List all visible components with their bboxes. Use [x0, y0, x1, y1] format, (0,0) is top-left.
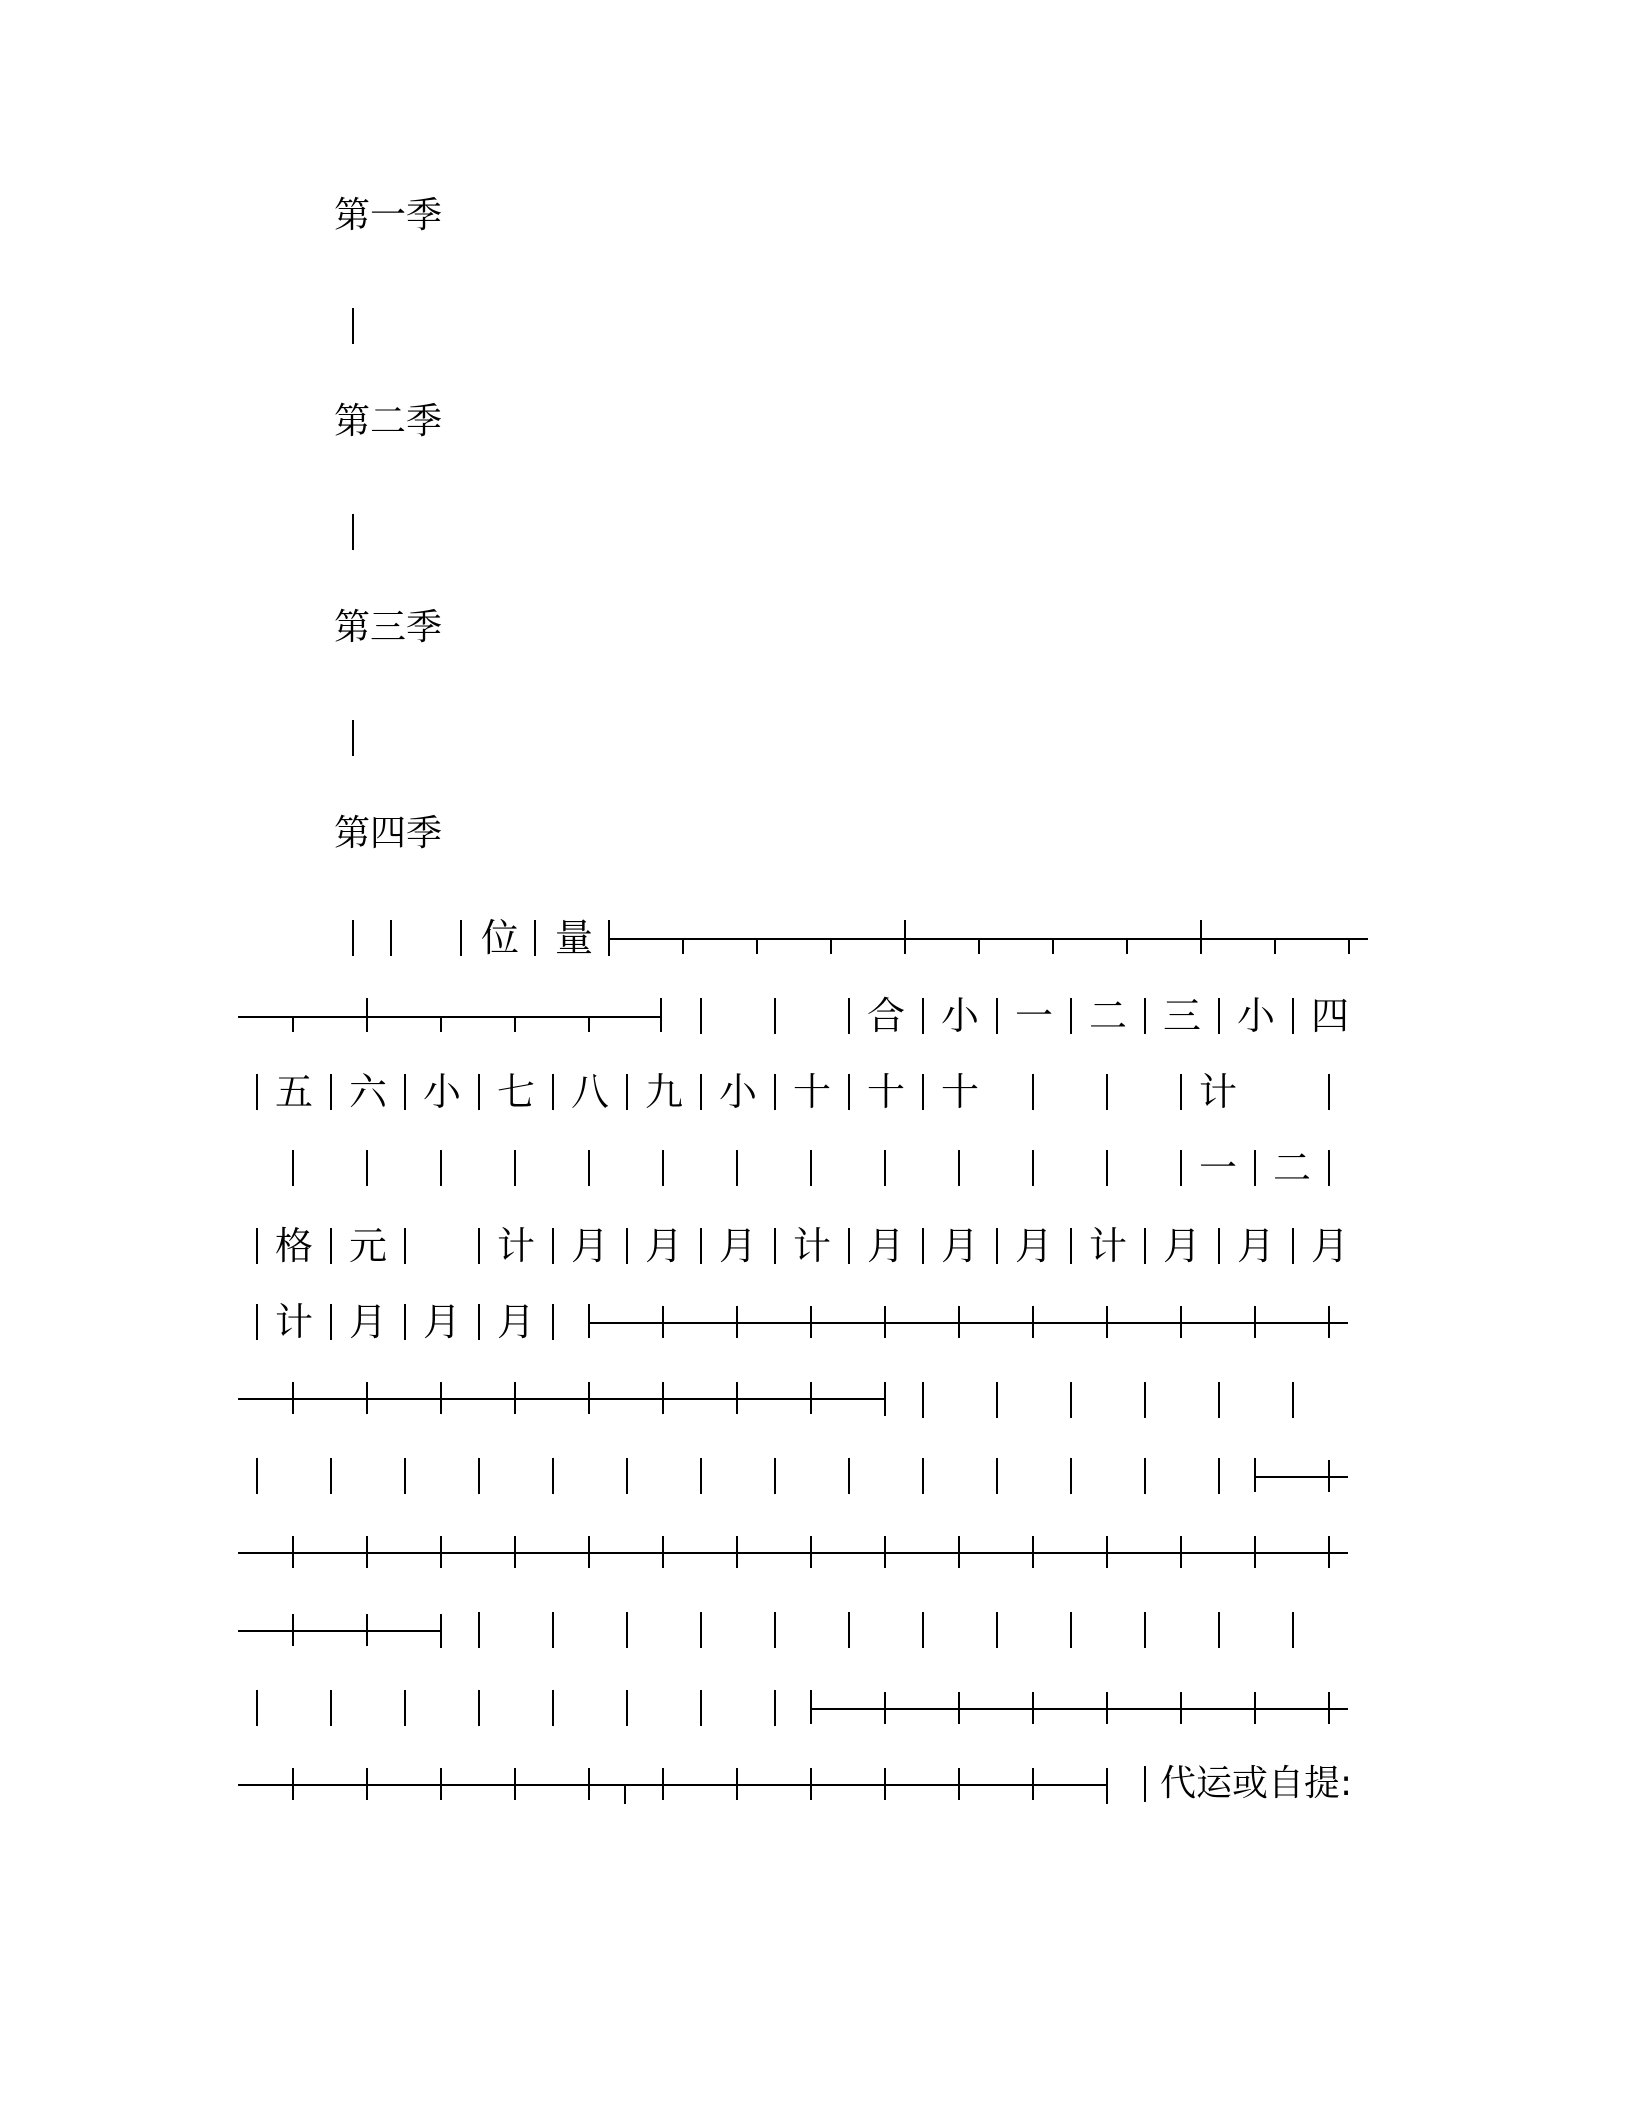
cell-border	[330, 1074, 332, 1110]
rule-tick	[1106, 1536, 1108, 1568]
cell-border	[404, 1458, 406, 1494]
cell-border	[626, 1612, 628, 1648]
cell-label: 位	[480, 916, 519, 960]
rule-line	[590, 1322, 1348, 1324]
cell-border	[1292, 1382, 1294, 1418]
cell-border	[700, 1690, 702, 1726]
cell-border	[848, 1612, 850, 1648]
rule-tick	[958, 1306, 960, 1338]
cell-label: 小	[940, 994, 979, 1038]
cell-border	[552, 1458, 554, 1494]
cell-border	[514, 1150, 516, 1186]
cell-border	[460, 920, 462, 956]
cell-border	[848, 1458, 850, 1494]
rule-tick	[366, 1536, 368, 1568]
cell-border	[1292, 1228, 1294, 1264]
rule-tick	[1052, 938, 1054, 954]
cell-border	[330, 1690, 332, 1726]
cell-label: 小	[718, 1070, 757, 1114]
rule-tick	[1126, 938, 1128, 954]
rule-tick	[292, 1768, 294, 1800]
cell-border	[736, 1150, 738, 1186]
cell-label: 七	[496, 1070, 535, 1114]
cell-border	[552, 1690, 554, 1726]
rule-tick	[1328, 1306, 1330, 1338]
cell-label: 计	[1198, 1070, 1237, 1114]
cell-border	[256, 1458, 258, 1494]
rule-tick	[810, 1382, 812, 1414]
cell-border	[626, 1458, 628, 1494]
rule-line	[1256, 1476, 1348, 1478]
rule-tick	[756, 938, 758, 954]
cell-border	[848, 998, 850, 1034]
rule-tick	[440, 1016, 442, 1032]
rule-tick	[1180, 1536, 1182, 1568]
cell-label: 月	[1162, 1224, 1201, 1268]
cell-border	[1180, 1150, 1182, 1186]
quarter-1-heading: 第一季	[334, 195, 443, 236]
cell-label: 月	[1014, 1224, 1053, 1268]
cell-border	[552, 1304, 554, 1340]
rule-tick	[292, 1614, 294, 1646]
cell-border	[1180, 1074, 1182, 1110]
divider-bar	[352, 514, 354, 550]
cell-border	[1144, 1766, 1146, 1802]
cell-border	[1144, 998, 1146, 1034]
cell-label: 月	[866, 1224, 905, 1268]
cell-border	[662, 1150, 664, 1186]
cell-border	[810, 1150, 812, 1186]
cell-border	[774, 1612, 776, 1648]
cell-border	[478, 1074, 480, 1110]
cell-label: 三	[1162, 994, 1201, 1038]
rule-tick	[884, 1382, 886, 1416]
cell-border	[390, 920, 392, 956]
quarter-2-heading: 第二季	[334, 401, 443, 442]
cell-border	[774, 1228, 776, 1264]
cell-label: 合	[866, 994, 905, 1038]
cell-label: 小	[422, 1070, 461, 1114]
rule-tick	[810, 1768, 812, 1800]
cell-label: 十	[792, 1070, 831, 1114]
rule-tick	[366, 998, 368, 1032]
rule-tick	[440, 1382, 442, 1414]
cell-border	[478, 1304, 480, 1340]
cell-border	[922, 1074, 924, 1110]
cell-label: 月	[570, 1224, 609, 1268]
cell-label: 小	[1236, 994, 1275, 1038]
cell-border	[256, 1304, 258, 1340]
rule-tick	[1254, 1536, 1256, 1568]
cell-label: 月	[496, 1300, 535, 1344]
cell-border	[1070, 1228, 1072, 1264]
rule-tick	[958, 1692, 960, 1724]
cell-label: 四	[1310, 994, 1349, 1038]
cell-border	[774, 998, 776, 1034]
cell-border	[958, 1150, 960, 1186]
rule-tick	[1348, 938, 1350, 954]
cell-border	[1218, 1458, 1220, 1494]
cell-label: 十	[866, 1070, 905, 1114]
rule-tick	[588, 1536, 590, 1568]
cell-border	[626, 1228, 628, 1264]
cell-border	[1218, 1382, 1220, 1418]
rule-tick	[904, 920, 906, 954]
cell-border	[1144, 1382, 1146, 1418]
rule-tick	[736, 1306, 738, 1338]
cell-border	[404, 1228, 406, 1264]
divider-bar	[352, 308, 354, 344]
rule-tick	[1106, 1306, 1108, 1338]
rule-tick	[1328, 1692, 1330, 1724]
rule-tick	[588, 1304, 590, 1338]
cell-label: 格	[274, 1224, 313, 1268]
cell-border	[552, 1074, 554, 1110]
rule-tick	[1032, 1306, 1034, 1338]
rule-tick	[1254, 1306, 1256, 1338]
rule-tick	[440, 1768, 442, 1800]
cell-border	[1328, 1074, 1330, 1110]
cell-border	[1144, 1612, 1146, 1648]
rule-tick	[292, 1382, 294, 1414]
cell-border	[292, 1150, 294, 1186]
cell-border	[552, 1228, 554, 1264]
cell-border	[996, 1382, 998, 1418]
cell-label: 月	[644, 1224, 683, 1268]
cell-border	[1070, 1382, 1072, 1418]
rule-tick	[1328, 1536, 1330, 1568]
cell-label: 月	[1236, 1224, 1275, 1268]
rule-line	[238, 1016, 662, 1018]
cell-label: 八	[570, 1070, 609, 1114]
rule-tick	[588, 1768, 590, 1800]
cell-border	[1292, 1612, 1294, 1648]
rule-tick	[440, 1614, 442, 1648]
rule-tick	[366, 1768, 368, 1800]
cell-border	[330, 1228, 332, 1264]
rule-tick	[514, 1382, 516, 1414]
rule-tick	[958, 1536, 960, 1568]
cell-border	[404, 1304, 406, 1340]
rule-tick	[1254, 1458, 1256, 1492]
cell-border	[626, 1074, 628, 1110]
rule-tick	[662, 1382, 664, 1414]
cell-label: 计	[1088, 1224, 1127, 1268]
cell-border	[478, 1458, 480, 1494]
rule-tick	[830, 938, 832, 954]
cell-label: 五	[274, 1070, 313, 1114]
rule-tick	[662, 1768, 664, 1800]
cell-border	[700, 1228, 702, 1264]
rule-tick	[736, 1382, 738, 1414]
cell-border	[1218, 998, 1220, 1034]
rule-tick	[1032, 1692, 1034, 1724]
cell-border	[256, 1228, 258, 1264]
rule-tick	[1106, 1692, 1108, 1724]
rule-tick	[440, 1536, 442, 1568]
cell-label: 六	[348, 1070, 387, 1114]
rule-tick	[810, 1690, 812, 1724]
rule-tick	[514, 1768, 516, 1800]
rule-tick	[810, 1536, 812, 1568]
cell-border	[626, 1690, 628, 1726]
cell-border	[1070, 1612, 1072, 1648]
cell-border	[700, 998, 702, 1034]
rule-tick	[810, 1306, 812, 1338]
cell-label: 量	[554, 916, 593, 960]
rule-tick	[366, 1382, 368, 1414]
cell-border	[1218, 1228, 1220, 1264]
cell-label: 二	[1272, 1146, 1311, 1190]
rule-line	[238, 1784, 1106, 1786]
cell-border	[848, 1074, 850, 1110]
cell-border	[922, 1458, 924, 1494]
rule-tick	[588, 1382, 590, 1414]
rule-tick	[1254, 1692, 1256, 1724]
rule-tick	[624, 1784, 626, 1804]
quarter-4-heading: 第四季	[334, 813, 443, 854]
cell-border	[352, 920, 354, 956]
cell-label: 九	[644, 1070, 683, 1114]
cell-border	[404, 1690, 406, 1726]
cell-border	[478, 1228, 480, 1264]
cell-label: 月	[940, 1224, 979, 1268]
cell-border	[774, 1690, 776, 1726]
cell-label: 计	[792, 1224, 831, 1268]
cell-border	[534, 920, 536, 956]
cell-label: 月	[718, 1224, 757, 1268]
cell-label: 一	[1014, 994, 1053, 1038]
rule-tick	[662, 1536, 664, 1568]
cell-label: 一	[1198, 1146, 1237, 1190]
cell-border	[922, 1228, 924, 1264]
delivery-method-label: 代运或自提:	[1160, 1763, 1353, 1804]
cell-border	[1144, 1458, 1146, 1494]
cell-label: 十	[940, 1070, 979, 1114]
cell-border	[996, 1458, 998, 1494]
cell-border	[922, 1612, 924, 1648]
cell-border	[478, 1690, 480, 1726]
rule-line	[238, 1398, 884, 1400]
cell-label: 二	[1088, 994, 1127, 1038]
rule-tick	[1328, 1460, 1330, 1492]
rule-tick	[958, 1768, 960, 1800]
rule-tick	[884, 1768, 886, 1800]
rule-tick	[978, 938, 980, 954]
cell-border	[700, 1458, 702, 1494]
rule-tick	[1180, 1306, 1182, 1338]
rule-tick	[884, 1692, 886, 1724]
cell-border	[256, 1690, 258, 1726]
quarter-3-heading: 第三季	[334, 607, 443, 648]
rule-tick	[514, 1016, 516, 1032]
cell-border	[366, 1150, 368, 1186]
cell-border	[700, 1612, 702, 1648]
cell-border	[1328, 1150, 1330, 1186]
rule-tick	[1032, 1536, 1034, 1568]
cell-label: 元	[348, 1224, 387, 1268]
rule-tick	[292, 1016, 294, 1032]
cell-border	[996, 998, 998, 1034]
cell-border	[996, 1228, 998, 1264]
cell-label: 月	[422, 1300, 461, 1344]
cell-border	[588, 1150, 590, 1186]
rule-tick	[514, 1536, 516, 1568]
cell-border	[404, 1074, 406, 1110]
cell-label: 月	[1310, 1224, 1349, 1268]
divider-bar	[352, 720, 354, 756]
cell-border	[1106, 1074, 1108, 1110]
cell-border	[774, 1074, 776, 1110]
rule-tick	[1274, 938, 1276, 954]
rule-tick	[682, 938, 684, 954]
cell-border	[330, 1304, 332, 1340]
cell-border	[552, 1612, 554, 1648]
cell-border	[1144, 1228, 1146, 1264]
rule-tick	[1032, 1768, 1034, 1800]
cell-label: 计	[274, 1300, 313, 1344]
cell-border	[996, 1612, 998, 1648]
cell-border	[256, 1074, 258, 1110]
rule-line	[812, 1708, 1348, 1710]
cell-border	[478, 1612, 480, 1648]
cell-border	[440, 1150, 442, 1186]
rule-tick	[1106, 1768, 1108, 1804]
cell-border	[330, 1458, 332, 1494]
rule-tick	[292, 1536, 294, 1568]
cell-border	[848, 1228, 850, 1264]
cell-border	[1032, 1150, 1034, 1186]
cell-label: 月	[348, 1300, 387, 1344]
rule-line	[610, 938, 1368, 940]
rule-line	[238, 1630, 442, 1632]
rule-tick	[1180, 1692, 1182, 1724]
rule-tick	[366, 1614, 368, 1646]
cell-border	[1292, 998, 1294, 1034]
rule-tick	[662, 1306, 664, 1338]
rule-tick	[736, 1768, 738, 1800]
cell-border	[1106, 1150, 1108, 1186]
cell-border	[922, 1382, 924, 1418]
rule-tick	[660, 998, 662, 1032]
cell-border	[700, 1074, 702, 1110]
rule-tick	[588, 1016, 590, 1032]
cell-border	[1070, 1458, 1072, 1494]
rule-tick	[1200, 920, 1202, 954]
cell-border	[774, 1458, 776, 1494]
cell-border	[1218, 1612, 1220, 1648]
rule-tick	[736, 1536, 738, 1568]
cell-border	[922, 998, 924, 1034]
rule-tick	[884, 1306, 886, 1338]
cell-border	[1070, 998, 1072, 1034]
cell-border	[1032, 1074, 1034, 1110]
cell-label: 计	[496, 1224, 535, 1268]
cell-border	[1254, 1150, 1256, 1186]
cell-border	[884, 1150, 886, 1186]
rule-tick	[884, 1536, 886, 1568]
